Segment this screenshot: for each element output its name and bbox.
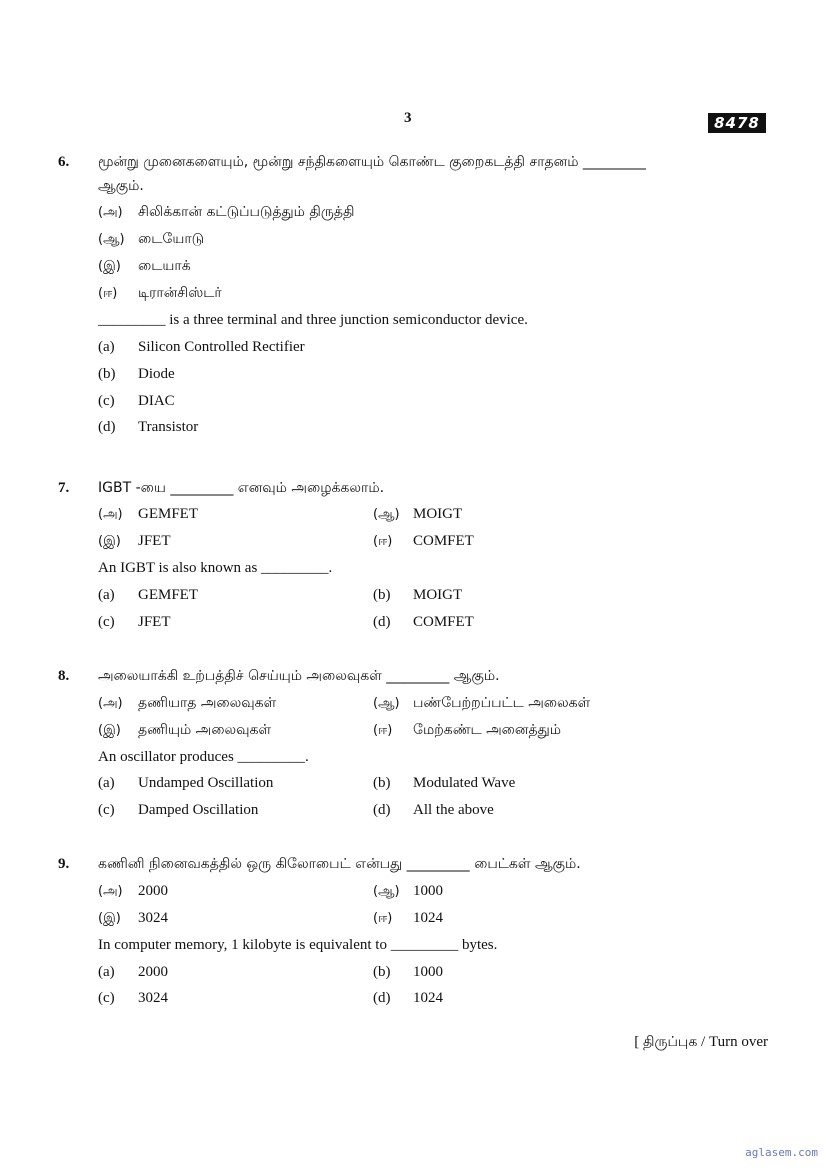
english-option: (d) COMFET (373, 614, 474, 630)
paper-code-badge: 8478 (708, 113, 766, 133)
tamil-option: (இ) JFET (98, 533, 171, 549)
english-option: (d) Transistor (98, 419, 199, 435)
english-option: (a) 2000 (98, 964, 168, 980)
question-text-english: _________ is a three terminal and three junction semiconductor device. (98, 312, 528, 328)
tamil-option: (ஆ) MOIGT (373, 506, 463, 522)
tamil-option: (ஈ) COMFET (373, 533, 474, 549)
question-number: 6. (58, 154, 70, 170)
english-option: (b) Modulated Wave (373, 775, 516, 791)
question-text-tamil: கணினி நினைவகத்தில் ஒரு கிலோபைட் என்பது _________ பைட்கள் ஆகும். (98, 856, 581, 872)
turn-over-note: [ திருப்புக / Turn over (634, 1034, 768, 1050)
tamil-option: (ஈ) 1024 (373, 910, 443, 926)
tamil-option: (இ) டையாக் (98, 258, 191, 274)
tamil-option: (அ) 2000 (98, 883, 168, 899)
tamil-option: (அ) சிலிக்கான் கட்டுப்படுத்தும் திருத்தி (98, 204, 355, 220)
question-number: 9. (58, 856, 70, 872)
tamil-option: (ஆ) பண்பேற்றப்பட்ட அலைகள் (373, 695, 591, 711)
english-option: (b) Diode (98, 366, 175, 382)
tamil-option: (ஈ) மேற்கண்ட அனைத்தும் (373, 722, 562, 738)
english-option: (c) Damped Oscillation (98, 802, 259, 818)
tamil-option: (ஆ) டையோடு (98, 231, 205, 247)
english-option: (c) DIAC (98, 393, 175, 409)
tamil-option: (இ) தணியும் அலைவுகள் (98, 722, 272, 738)
question-text-tamil-cont: ஆகும். (98, 178, 144, 194)
english-option: (c) JFET (98, 614, 171, 630)
english-option: (d) All the above (373, 802, 494, 818)
english-option: (b) MOIGT (373, 587, 463, 603)
english-option: (a) Silicon Controlled Rectifier (98, 339, 305, 355)
question-text-english: An IGBT is also known as _________. (98, 560, 333, 576)
question-text-tamil: IGBT -யை _________ எனவும் அழைக்கலாம். (98, 480, 385, 496)
question-text-tamil: அலையாக்கி உற்பத்திச் செய்யும் அலைவுகள் _________ ஆகும். (98, 668, 500, 684)
tamil-option: (ஆ) 1000 (373, 883, 443, 899)
question-text-tamil: மூன்று முனைகளையும், மூன்று சந்திகளையும் கொண்ட குறைகடத்தி சாதனம் _________ (98, 154, 646, 170)
tamil-option: (ஈ) டிரான்சிஸ்டர் (98, 285, 222, 301)
question-text-english: An oscillator produces _________. (98, 749, 309, 765)
tamil-option: (இ) 3024 (98, 910, 168, 926)
english-option: (a) GEMFET (98, 587, 198, 603)
tamil-option: (அ) தணியாத அலைவுகள் (98, 695, 277, 711)
tamil-option: (அ) GEMFET (98, 506, 198, 522)
english-option: (b) 1000 (373, 964, 443, 980)
english-option: (c) 3024 (98, 990, 168, 1006)
english-option: (a) Undamped Oscillation (98, 775, 274, 791)
page-number: 3 (404, 110, 412, 126)
question-number: 8. (58, 668, 70, 684)
english-option: (d) 1024 (373, 990, 443, 1006)
question-number: 7. (58, 480, 70, 496)
question-text-english: In computer memory, 1 kilobyte is equivalent to _________ bytes. (98, 937, 498, 953)
watermark: aglasem.com (745, 1146, 818, 1159)
